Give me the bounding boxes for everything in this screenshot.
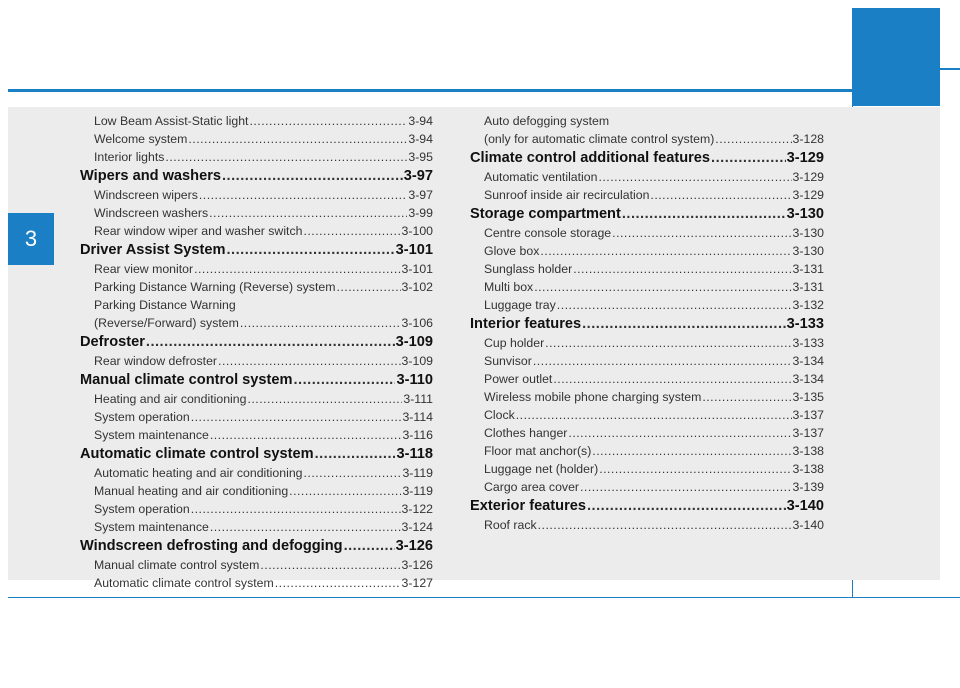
toc-page-number: 3-129	[786, 150, 824, 166]
toc-entry-title: System maintenance	[94, 520, 209, 534]
toc-page-number: 3-109	[401, 354, 433, 368]
dot-leader	[568, 424, 791, 442]
toc-section-entry[interactable]	[80, 332, 433, 352]
dot-leader	[226, 240, 394, 260]
toc-entry[interactable]	[80, 112, 433, 130]
toc-page-number: 3-100	[401, 224, 433, 238]
dot-leader	[545, 334, 791, 352]
toc-entry-continued	[80, 296, 433, 314]
dot-leader	[240, 314, 401, 332]
toc-entry-title: Auto defogging system	[484, 114, 610, 128]
toc-entry-title: Parking Distance Warning	[94, 298, 236, 312]
toc-entry-title: Sunroof inside air recirculation	[484, 188, 650, 202]
dot-leader	[218, 352, 401, 370]
toc-entry-title: Parking Distance Warning (Reverse) system	[94, 280, 336, 294]
dot-leader	[573, 260, 791, 278]
toc-page-number: 3-97	[403, 168, 433, 184]
toc-entry-title: Defroster	[80, 334, 145, 350]
dot-leader	[210, 518, 401, 536]
toc-page-number: 3-140	[786, 498, 824, 514]
dot-leader	[598, 168, 791, 186]
toc-entry-title: Exterior features	[470, 498, 586, 514]
toc-entry-title: Automatic ventilation	[484, 170, 598, 184]
toc-page-number: 3-94	[408, 114, 433, 128]
toc-page-number: 3-137	[792, 426, 824, 440]
dot-leader	[533, 352, 792, 370]
header-rule	[8, 89, 852, 92]
dot-leader	[612, 224, 791, 242]
toc-entry-title: Luggage tray	[484, 298, 556, 312]
dot-leader	[557, 296, 792, 314]
dot-leader	[538, 516, 792, 534]
dot-leader	[336, 278, 400, 296]
toc-entry-title: Glove box	[484, 244, 540, 258]
dot-leader	[599, 460, 791, 478]
toc-section-entry[interactable]	[80, 536, 433, 556]
toc-entry[interactable]	[80, 390, 433, 408]
toc-entry[interactable]	[470, 334, 824, 352]
toc-page-number: 3-130	[786, 206, 824, 222]
toc-entry-title: Storage compartment	[470, 206, 621, 222]
toc-entry-title: Sunvisor	[484, 354, 532, 368]
toc-entry-title: Centre console storage	[484, 226, 612, 240]
toc-page-number: 3-106	[401, 316, 433, 330]
toc-entry[interactable]	[470, 370, 824, 388]
toc-page-number: 3-114	[402, 410, 433, 424]
toc-entry[interactable]	[470, 130, 824, 148]
toc-entry-title: Clock	[484, 408, 515, 422]
toc-entry-title: Automatic heating and air conditioning	[94, 466, 303, 480]
dot-leader	[582, 314, 786, 334]
toc-page-number: 3-94	[408, 132, 433, 146]
toc-entry-title: Rear window wiper and washer switch	[94, 224, 303, 238]
toc-entry-continued	[470, 112, 824, 130]
dot-leader	[592, 442, 791, 460]
toc-entry-title: Rear window defroster	[94, 354, 218, 368]
dot-leader	[294, 370, 396, 390]
toc-page-number: 3-135	[792, 390, 824, 404]
toc-page-number: 3-139	[792, 480, 824, 494]
toc-entry-title: Rear view monitor	[94, 262, 194, 276]
toc-entry-title: Climate control additional features	[470, 150, 711, 166]
toc-entry[interactable]	[470, 278, 824, 296]
toc-entry[interactable]	[470, 460, 824, 478]
toc-page-number: 3-133	[792, 336, 824, 350]
toc-entry[interactable]	[80, 518, 433, 536]
toc-page-number: 3-134	[792, 354, 824, 368]
toc-page-number: 3-138	[792, 444, 824, 458]
toc-entry-title: Manual heating and air conditioning	[94, 484, 289, 498]
toc-section-entry[interactable]	[80, 166, 433, 186]
toc-page-number: 3-130	[792, 244, 824, 258]
toc-entry[interactable]	[80, 186, 433, 204]
toc-entry-title: Automatic climate control system	[94, 576, 274, 590]
dot-leader	[191, 500, 401, 518]
toc-page-number: 3-137	[792, 408, 824, 422]
dot-leader	[534, 278, 791, 296]
toc-page-number: 3-128	[792, 132, 824, 146]
dot-leader	[516, 406, 792, 424]
dot-leader	[587, 496, 786, 516]
toc-page-number: 3-124	[401, 520, 433, 534]
dot-leader	[247, 390, 402, 408]
toc-entry-title: (Reverse/Forward) system	[94, 316, 239, 330]
dot-leader	[622, 204, 786, 224]
toc-page-number: 3-110	[396, 372, 433, 388]
dot-leader	[199, 186, 407, 204]
toc-entry-title: System operation	[94, 502, 190, 516]
dot-leader	[165, 148, 407, 166]
dot-leader	[580, 478, 792, 496]
toc-page-number: 3-116	[402, 428, 433, 442]
dot-leader	[194, 260, 400, 278]
toc-entry[interactable]	[470, 352, 824, 370]
dot-leader	[304, 464, 402, 482]
toc-page-number: 3-130	[792, 226, 824, 240]
toc-page-number: 3-109	[395, 334, 433, 350]
toc-entry-title: Sunglass holder	[484, 262, 573, 276]
toc-entry-title: Manual climate control system	[94, 558, 260, 572]
dot-leader	[260, 556, 400, 574]
toc-entry[interactable]	[80, 148, 433, 166]
toc-entry[interactable]	[470, 406, 824, 424]
dot-leader	[191, 408, 402, 426]
toc-entry-title: Wipers and washers	[80, 168, 221, 184]
toc-entry[interactable]	[470, 442, 824, 460]
toc-entry-title: Cargo area cover	[484, 480, 580, 494]
toc-section-entry[interactable]	[470, 148, 824, 168]
dot-leader	[188, 130, 407, 148]
toc-entry[interactable]	[80, 314, 433, 332]
toc-page-number: 3-129	[792, 170, 824, 184]
dot-leader	[210, 426, 402, 444]
toc-entry[interactable]	[80, 352, 433, 370]
toc-page-number: 3-95	[408, 150, 433, 164]
toc-section-entry[interactable]	[80, 240, 433, 260]
toc-entry-title: Interior lights	[94, 150, 165, 164]
toc-entry[interactable]	[80, 408, 433, 426]
dot-leader	[553, 370, 791, 388]
toc-entry-title: Driver Assist System	[80, 242, 226, 258]
toc-entry[interactable]	[470, 296, 824, 314]
toc-page-number: 3-102	[401, 280, 433, 294]
toc-entry-title: Low Beam Assist-Static light	[94, 114, 249, 128]
toc-entry[interactable]	[470, 242, 824, 260]
toc-page-number: 3-101	[395, 242, 433, 258]
toc-section-entry[interactable]	[470, 496, 824, 516]
toc-entry-title: Manual climate control system	[80, 372, 293, 388]
toc-page-number: 3-119	[402, 466, 433, 480]
toc-page-number: 3-131	[792, 262, 824, 276]
dot-leader	[711, 148, 786, 168]
dot-leader	[650, 186, 791, 204]
toc-entry-title: Interior features	[470, 316, 582, 332]
toc-page-number: 3-119	[402, 484, 433, 498]
toc-entry-title: Multi box	[484, 280, 534, 294]
toc-page-number: 3-131	[792, 280, 824, 294]
chapter-tab	[8, 213, 54, 265]
dot-leader	[315, 444, 396, 464]
toc-page-number: 3-138	[792, 462, 824, 476]
toc-entry[interactable]	[80, 574, 433, 592]
toc-column-right	[470, 112, 824, 534]
toc-entry-title: Power outlet	[484, 372, 553, 386]
dot-leader	[702, 388, 791, 406]
toc-entry-title: Heating and air conditioning	[94, 392, 247, 406]
toc-entry-title: Roof rack	[484, 518, 537, 532]
toc-entry[interactable]	[80, 130, 433, 148]
toc-page-number: 3-140	[792, 518, 824, 532]
toc-entry-title: (only for automatic climate control system)	[484, 132, 715, 146]
toc-entry-title: Wireless mobile phone charging system	[484, 390, 702, 404]
toc-section-entry[interactable]	[80, 370, 433, 390]
toc-entry[interactable]	[470, 186, 824, 204]
toc-page-number: 3-127	[401, 576, 433, 590]
footer-rule	[8, 597, 960, 598]
toc-entry-title: System maintenance	[94, 428, 209, 442]
dot-leader	[344, 536, 395, 556]
toc-page-number: 3-97	[408, 188, 433, 202]
toc-section-entry[interactable]	[80, 444, 433, 464]
header-rule-right	[938, 68, 960, 70]
toc-entry-title: System operation	[94, 410, 190, 424]
toc-entry-title: Windscreen wipers	[94, 188, 198, 202]
dot-leader	[289, 482, 401, 500]
dot-leader	[540, 242, 791, 260]
toc-entry[interactable]	[470, 260, 824, 278]
toc-page-number: 3-126	[395, 538, 433, 554]
toc-entry-title: Cup holder	[484, 336, 545, 350]
dot-leader	[275, 574, 401, 592]
toc-page-number: 3-129	[792, 188, 824, 202]
toc-entry-title: Luggage net (holder)	[484, 462, 599, 476]
toc-entry-title: Welcome system	[94, 132, 188, 146]
toc-section-entry[interactable]	[470, 204, 824, 224]
corner-block	[852, 8, 940, 106]
toc-page-number: 3-126	[401, 558, 433, 572]
toc-entry[interactable]	[80, 278, 433, 296]
toc-entry[interactable]	[80, 260, 433, 278]
toc-entry[interactable]	[470, 168, 824, 186]
toc-column-left	[80, 112, 433, 592]
toc-entry[interactable]	[470, 388, 824, 406]
toc-entry-title: Floor mat anchor(s)	[484, 444, 592, 458]
toc-entry[interactable]	[80, 556, 433, 574]
toc-entry[interactable]	[470, 424, 824, 442]
toc-page-number: 3-101	[401, 262, 433, 276]
toc-entry[interactable]	[80, 426, 433, 444]
dot-leader	[303, 222, 400, 240]
dot-leader	[249, 112, 407, 130]
dot-leader	[222, 166, 403, 186]
dot-leader	[715, 130, 791, 148]
toc-entry[interactable]	[80, 222, 433, 240]
dot-leader	[146, 332, 395, 352]
toc-entry[interactable]	[470, 224, 824, 242]
toc-entry-title: Clothes hanger	[484, 426, 568, 440]
toc-entry-title: Automatic climate control system	[80, 446, 314, 462]
toc-entry[interactable]	[470, 478, 824, 496]
dot-leader	[209, 204, 407, 222]
toc-entry[interactable]	[80, 500, 433, 518]
toc-entry[interactable]	[470, 516, 824, 534]
toc-section-entry[interactable]	[470, 314, 824, 334]
toc-entry-title: Windscreen defrosting and defogging	[80, 538, 343, 554]
toc-page-number: 3-122	[401, 502, 433, 516]
toc-entry[interactable]	[80, 204, 433, 222]
toc-page-number: 3-111	[403, 392, 433, 406]
toc-entry[interactable]	[80, 482, 433, 500]
toc-page-number: 3-132	[792, 298, 824, 312]
chapter-number: 3	[24, 226, 38, 251]
toc-entry-title: Windscreen washers	[94, 206, 209, 220]
toc-page-number: 3-133	[786, 316, 824, 332]
toc-page-number: 3-99	[408, 206, 433, 220]
toc-page-number: 3-118	[396, 446, 433, 462]
toc-page-number: 3-134	[792, 372, 824, 386]
toc-entry[interactable]	[80, 464, 433, 482]
